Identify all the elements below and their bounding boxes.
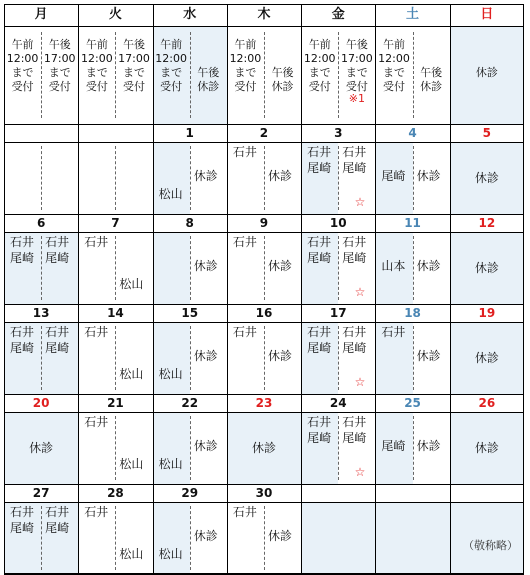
reception-pm-closed-3: 午後 休診 xyxy=(271,66,294,93)
reception-am-2: 午前 12:00 まで 受付 xyxy=(155,38,187,93)
doctor-pm-13: 石井 尾崎 xyxy=(45,325,70,355)
doctor-pm-21: 松山 xyxy=(119,457,144,471)
day-number-3: 3 xyxy=(334,126,343,140)
doctor-pm-11: 休診 xyxy=(416,259,441,273)
doctor-am-25: 尾崎 xyxy=(381,439,406,453)
doctor-am-24: 石井 尾崎 xyxy=(307,415,332,445)
day-number-28: 28 xyxy=(107,486,124,500)
day-number-30: 30 xyxy=(255,486,273,500)
day-closed-12: 休診 xyxy=(474,261,499,275)
grid-border xyxy=(4,4,524,574)
day-number-12: 12 xyxy=(478,216,496,230)
reception-pm-0: 午後 17:00 まで 受付 xyxy=(43,38,76,93)
doctor-am-11: 山本 xyxy=(381,259,406,273)
doctor-am-10: 石井 尾崎 xyxy=(307,235,332,265)
day-closed-26: 休診 xyxy=(474,441,499,455)
day-number-14: 14 xyxy=(107,306,124,320)
reception-am-0: 午前 12:00 まで 受付 xyxy=(6,38,39,93)
doctor-am-7: 石井 xyxy=(84,235,109,249)
day-number-17: 17 xyxy=(329,306,347,320)
reception-closed-sun: 休診 xyxy=(475,66,498,79)
doctor-am-2: 石井 xyxy=(232,145,257,159)
doctor-pm-14: 松山 xyxy=(119,367,144,381)
doctor-am-17: 石井 尾崎 xyxy=(307,325,332,355)
day-number-20: 20 xyxy=(32,396,50,410)
day-number-2: 2 xyxy=(259,126,269,140)
doctor-pm-24: 石井 尾崎 xyxy=(342,415,367,445)
day-closed-19: 休診 xyxy=(474,351,499,365)
star-mark-3: ☆ xyxy=(354,195,366,209)
footer-note: （敬称略） xyxy=(463,539,518,552)
doctor-am-27: 石井 尾崎 xyxy=(10,505,35,535)
doctor-pm-22: 休診 xyxy=(193,439,218,453)
doctor-pm-1: 休診 xyxy=(193,169,218,183)
doctor-am-15: 松山 xyxy=(158,367,183,381)
day-number-19: 19 xyxy=(478,306,496,320)
doctor-am-3: 石井 尾崎 xyxy=(307,145,332,175)
reception-am-1: 午前 12:00 まで 受付 xyxy=(81,38,113,93)
doctor-pm-6: 石井 尾崎 xyxy=(45,235,70,265)
weekday-header-6: 日 xyxy=(450,4,524,26)
star-mark-10: ☆ xyxy=(354,285,366,299)
day-number-21: 21 xyxy=(107,396,124,410)
day-number-18: 18 xyxy=(404,306,421,320)
doctor-pm-16: 休診 xyxy=(268,349,293,363)
doctor-pm-25: 休診 xyxy=(416,439,441,453)
day-number-4: 4 xyxy=(408,126,417,140)
day-number-25: 25 xyxy=(404,396,421,410)
day-number-9: 9 xyxy=(259,216,269,230)
doctor-am-22: 松山 xyxy=(158,457,183,471)
day-number-15: 15 xyxy=(181,306,199,320)
weekday-header-1: 火 xyxy=(78,4,152,26)
doctor-am-29: 松山 xyxy=(158,547,183,561)
day-number-11: 11 xyxy=(404,216,421,230)
reception-note: ※1 xyxy=(348,92,365,105)
day-number-23: 23 xyxy=(255,396,273,410)
day-closed-20: 休診 xyxy=(29,441,54,455)
day-number-7: 7 xyxy=(111,216,120,230)
day-number-13: 13 xyxy=(32,306,50,320)
doctor-pm-7: 松山 xyxy=(119,277,144,291)
doctor-pm-30: 休診 xyxy=(268,529,293,543)
doctor-pm-8: 休診 xyxy=(193,259,218,273)
day-number-1: 1 xyxy=(185,126,194,140)
day-closed-23: 休診 xyxy=(251,441,276,455)
weekday-header-0: 月 xyxy=(4,4,78,26)
doctor-am-9: 石井 xyxy=(232,235,257,249)
doctor-am-6: 石井 尾崎 xyxy=(10,235,35,265)
day-number-27: 27 xyxy=(32,486,50,500)
doctor-am-28: 石井 xyxy=(84,505,109,519)
weekday-header-5: 土 xyxy=(375,4,449,26)
star-mark-17: ☆ xyxy=(354,375,366,389)
day-number-16: 16 xyxy=(255,306,273,320)
doctor-pm-3: 石井 尾崎 xyxy=(342,145,367,175)
doctor-pm-28: 松山 xyxy=(119,547,144,561)
day-number-10: 10 xyxy=(329,216,347,230)
doctor-pm-17: 石井 尾崎 xyxy=(342,325,367,355)
day-number-6: 6 xyxy=(36,216,46,230)
doctor-am-21: 石井 xyxy=(84,415,109,429)
doctor-pm-27: 石井 尾崎 xyxy=(45,505,70,535)
weekday-header-4: 金 xyxy=(301,4,375,26)
doctor-pm-29: 休診 xyxy=(193,529,218,543)
doctor-am-18: 石井 xyxy=(381,325,406,339)
doctor-pm-15: 休診 xyxy=(193,349,218,363)
doctor-pm-10: 石井 尾崎 xyxy=(342,235,367,265)
doctor-pm-18: 休診 xyxy=(416,349,441,363)
doctor-am-1: 松山 xyxy=(158,187,183,201)
doctor-am-4: 尾崎 xyxy=(381,169,406,183)
doctor-pm-9: 休診 xyxy=(268,259,293,273)
reception-pm-closed-5: 午後 休診 xyxy=(420,66,443,93)
star-mark-24: ☆ xyxy=(354,465,366,479)
day-number-29: 29 xyxy=(181,486,199,500)
weekday-header-3: 木 xyxy=(227,4,301,26)
reception-pm-closed-2: 午後 休診 xyxy=(197,66,220,93)
day-number-5: 5 xyxy=(482,126,492,140)
doctor-am-13: 石井 尾崎 xyxy=(10,325,35,355)
reception-am-3: 午前 12:00 まで 受付 xyxy=(229,38,262,93)
reception-pm-4: 午後 17:00 まで 受付 xyxy=(341,38,373,93)
day-number-26: 26 xyxy=(478,396,496,410)
day-number-8: 8 xyxy=(185,216,194,230)
reception-am-4: 午前 12:00 まで 受付 xyxy=(303,38,336,93)
reception-am-5: 午前 12:00 まで 受付 xyxy=(378,38,410,93)
day-number-22: 22 xyxy=(181,396,199,410)
doctor-am-14: 石井 xyxy=(84,325,109,339)
doctor-am-30: 石井 xyxy=(232,505,257,519)
doctor-pm-4: 休診 xyxy=(416,169,441,183)
day-closed-5: 休診 xyxy=(474,171,499,185)
reception-pm-1: 午後 17:00 まで 受付 xyxy=(118,38,150,93)
doctor-am-16: 石井 xyxy=(232,325,257,339)
doctor-pm-2: 休診 xyxy=(268,169,293,183)
day-number-24: 24 xyxy=(329,396,347,410)
weekday-header-2: 水 xyxy=(153,4,227,26)
